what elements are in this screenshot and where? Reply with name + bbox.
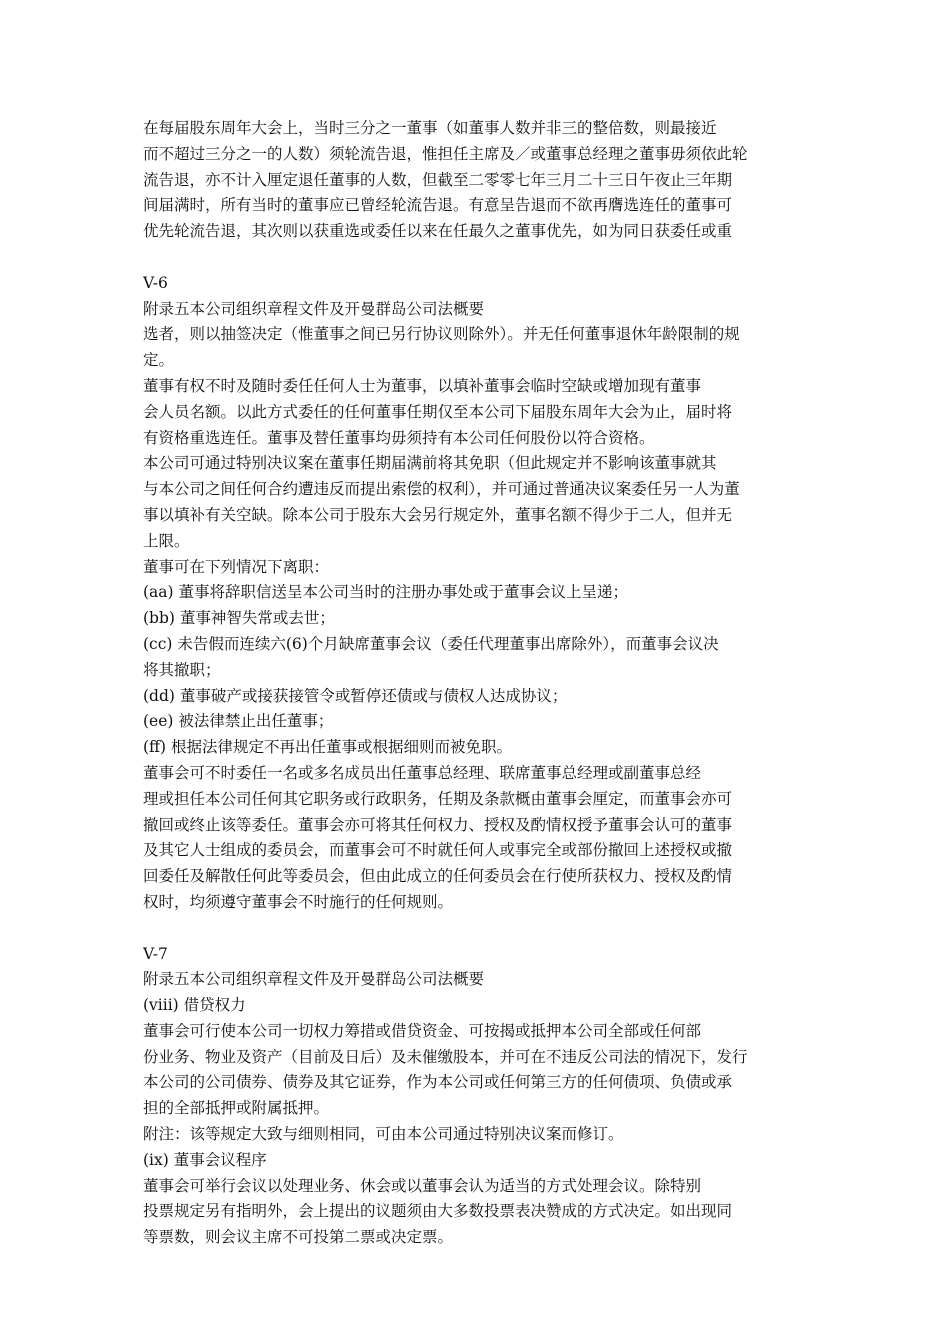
text-line: 优先轮流告退，其次则以获重选或委任以来在任最久之董事优先，如为同日获委任或重 (143, 222, 733, 241)
text-block (143, 116, 808, 245)
text-line: (dd) 董事破产或接获接管令或暂停还债或与债权人达成协议； (143, 686, 568, 705)
text-line: 等票数，则会议主席不可投第二票或决定票。 (143, 1228, 454, 1247)
text-line: 撤回或终止该等委任。董事会亦可将其任何权力、授权及酌情权授予董事会认可的董事 (143, 815, 733, 834)
text-line: 定。 (143, 351, 175, 370)
document-body (143, 116, 808, 1251)
text-line: 而不超过三分之一的人数）须轮流告退，惟担任主席及／或董事总经理之董事毋须依此轮 (143, 144, 748, 163)
text-line: (viii) 借贷权力 (143, 996, 246, 1015)
text-line: 本公司可通过特别决议案在董事任期届满前将其免职（但此规定并不影响该董事就其 (143, 454, 717, 473)
text-line: V-6 (143, 273, 168, 292)
text-line: 附录五本公司组织章程文件及开曼群岛公司法概要 (143, 970, 485, 989)
text-line: 间届满时，所有当时的董事应已曾经轮流告退。有意呈告退而不欲再膺选连任的董事可 (143, 196, 733, 215)
text-line: V-7 (143, 944, 168, 963)
text-line: 理或担任本公司任何其它职务或行政职务，任期及条款概由董事会厘定，而董事会亦可 (143, 789, 733, 808)
text-line: 权时，均须遵守董事会不时施行的任何规则。 (143, 892, 454, 911)
text-line: 本公司的公司债券、债券及其它证券，作为本公司或任何第三方的任何债项、负债或承 (143, 1073, 733, 1092)
paragraph-gap (143, 916, 808, 942)
text-line: 投票规定另有指明外，会上提出的议题须由大多数投票表决赞成的方式决定。如出现同 (143, 1202, 733, 1221)
text-line: 附录五本公司组织章程文件及开曼群岛公司法概要 (143, 299, 485, 318)
text-line: 董事会可不时委任一名或多名成员出任董事总经理、联席董事总经理或副董事总经 (143, 763, 702, 782)
text-line: 董事可在下列情况下离职： (143, 557, 330, 576)
text-block (143, 271, 808, 916)
text-line: 有资格重选连任。董事及替任董事均毋须持有本公司任何股份以符合资格。 (143, 428, 655, 447)
text-line: 附注：该等规定大致与细则相同，可由本公司通过特别决议案而修订。 (143, 1125, 624, 1144)
text-line: 选者，则以抽签决定（惟董事之间已另行协议则除外）。并无任何董事退休年龄限制的规 (143, 325, 740, 344)
text-block (143, 942, 808, 1252)
text-line: 流告退，亦不计入厘定退任董事的人数，但截至二零零七年三月二十三日午夜止三年期 (143, 170, 733, 189)
text-line: 将其撤职； (143, 660, 221, 679)
text-line: (ee) 被法律禁止出任董事； (143, 712, 334, 731)
paragraph-gap (143, 245, 808, 271)
text-line: (ix) 董事会议程序 (143, 1150, 267, 1169)
text-line: 及其它人士组成的委员会，而董事会可不时就任何人或事完全或部份撤回上述授权或撤 (143, 841, 733, 860)
text-line: 事以填补有关空缺。除本公司于股东大会另行规定外，董事名额不得少于二人，但并无 (143, 505, 733, 524)
text-line: 份业务、物业及资产（目前及日后）及未催缴股本，并可在不违反公司法的情况下，发行 (143, 1047, 748, 1066)
text-line: 会人员名额。以此方式委任的任何董事任期仅至本公司下届股东周年大会为止，届时将 (143, 402, 733, 421)
text-line: (ff) 根据法律规定不再出任董事或根据细则而被免职。 (143, 738, 513, 757)
text-line: 在每届股东周年大会上，当时三分之一董事（如董事人数并非三的整倍数，则最接近 (143, 119, 717, 137)
text-line: 与本公司之间任何合约遭违反而提出索偿的权利），并可通过普通决议案委任另一人为董 (143, 480, 740, 499)
text-line: (bb) 董事神智失常或去世； (143, 609, 335, 628)
text-line: 董事有权不时及随时委任任何人士为董事，以填补董事会临时空缺或增加现有董事 (143, 376, 702, 395)
text-line: 董事会可行使本公司一切权力筹措或借贷资金、可按揭或抵押本公司全部或任何部 (143, 1021, 702, 1040)
text-line: 上限。 (143, 531, 190, 550)
text-line: 董事会可举行会议以处理业务、休会或以董事会认为适当的方式处理会议。除特别 (143, 1176, 702, 1195)
text-line: (aa) 董事将辞职信送呈本公司当时的注册办事处或于董事会议上呈递； (143, 583, 629, 602)
text-line: 回委任及解散任何此等委员会，但由此成立的任何委员会在行使所获权力、授权及酌情 (143, 867, 733, 886)
text-line: (cc) 未告假而连续六(6)个月缺席董事会议（委任代理董事出席除外），而董事会议决 (143, 634, 719, 653)
text-line: 担的全部抵押或附属抵押。 (143, 1099, 330, 1118)
